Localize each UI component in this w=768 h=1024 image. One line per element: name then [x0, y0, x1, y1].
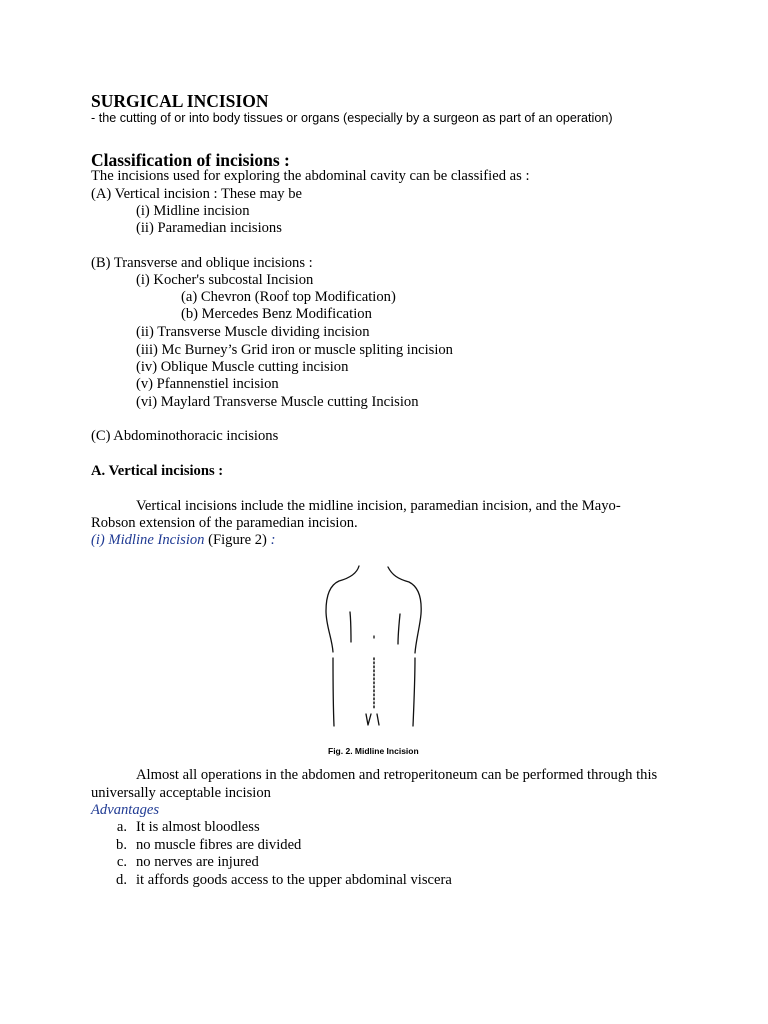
classification-intro: The incisions used for exploring the abdominal cavity can be classified as :	[91, 168, 530, 184]
class-b-item: (v) Pfannenstiel incision	[136, 376, 279, 392]
section-a-paragraph-line2: Robson extension of the paramedian incision.	[91, 515, 358, 531]
figure-reference: (Figure 2)	[204, 532, 271, 548]
class-b-subitem: (a) Chevron (Roof top Modification)	[181, 289, 396, 305]
right-shoulder-outline	[388, 567, 421, 653]
left-chest-line	[350, 612, 351, 642]
list-marker: a.	[116, 819, 127, 835]
class-b-item: (ii) Transverse Muscle dividing incision	[136, 324, 370, 340]
left-flank-outline	[333, 658, 334, 726]
list-marker: d.	[116, 871, 127, 888]
class-a-label: (A) Vertical incision : These may be	[91, 186, 303, 202]
class-b-item: (vi) Maylard Transverse Muscle cutting Incision	[136, 394, 419, 410]
body-text-line1: Almost all operations in the abdomen and retroperitoneum can be performed through this	[136, 767, 658, 783]
list-item	[91, 837, 452, 855]
groin-mark-left	[366, 714, 371, 725]
advantages-heading: Advantages	[91, 802, 160, 818]
class-a-item: (i) Midline incision	[136, 203, 250, 219]
list-item-text: It is almost bloodless	[136, 819, 260, 835]
list-item-text: no muscle fibres are divided	[136, 836, 302, 853]
midline-incision-figure	[313, 560, 443, 735]
list-item	[91, 854, 452, 872]
list-item	[91, 819, 452, 837]
page-title: SURGICAL INCISION	[91, 91, 269, 111]
classification-heading: Classification of incisions :	[91, 150, 290, 170]
class-b-item: (iii) Mc Burney’s Grid iron or muscle spliting incision	[136, 342, 453, 358]
advantages-list	[91, 819, 452, 889]
right-chest-line	[398, 614, 400, 644]
figure-caption: Fig. 2. Midline Incision	[328, 746, 419, 756]
list-marker: c.	[116, 854, 127, 870]
class-b-label: (B) Transverse and oblique incisions :	[91, 255, 313, 271]
midline-incision-heading	[91, 532, 275, 549]
definition-text: - the cutting of or into body tissues or organs (especially by a surgeon as part of an operation)	[91, 111, 613, 125]
class-a-item: (ii) Paramedian incisions	[136, 220, 282, 236]
groin-mark-right	[377, 714, 379, 725]
class-b-subitem: (b) Mercedes Benz Modification	[181, 306, 372, 322]
midline-incision-heading-title: (i) Midline Incision	[91, 532, 205, 548]
left-shoulder-outline	[326, 566, 359, 652]
section-a-heading: A. Vertical incisions :	[91, 463, 224, 479]
section-a-paragraph-line1: Vertical incisions include the midline incision, paramedian incision, and the Mayo-	[136, 498, 621, 514]
class-b-item: (iv) Oblique Muscle cutting incision	[136, 359, 349, 375]
list-item-text: it affords goods access to the upper abdominal viscera	[136, 871, 452, 888]
list-item	[91, 872, 452, 890]
class-b-item: (i) Kocher's subcostal Incision	[136, 272, 314, 288]
list-marker: b.	[116, 836, 127, 853]
heading-colon: :	[270, 532, 276, 548]
class-c-label: (C) Abdominothoracic incisions	[91, 428, 279, 444]
body-text-line2: universally acceptable incision	[91, 785, 271, 801]
right-flank-outline	[413, 658, 415, 726]
list-item-text: no nerves are injured	[136, 854, 259, 870]
